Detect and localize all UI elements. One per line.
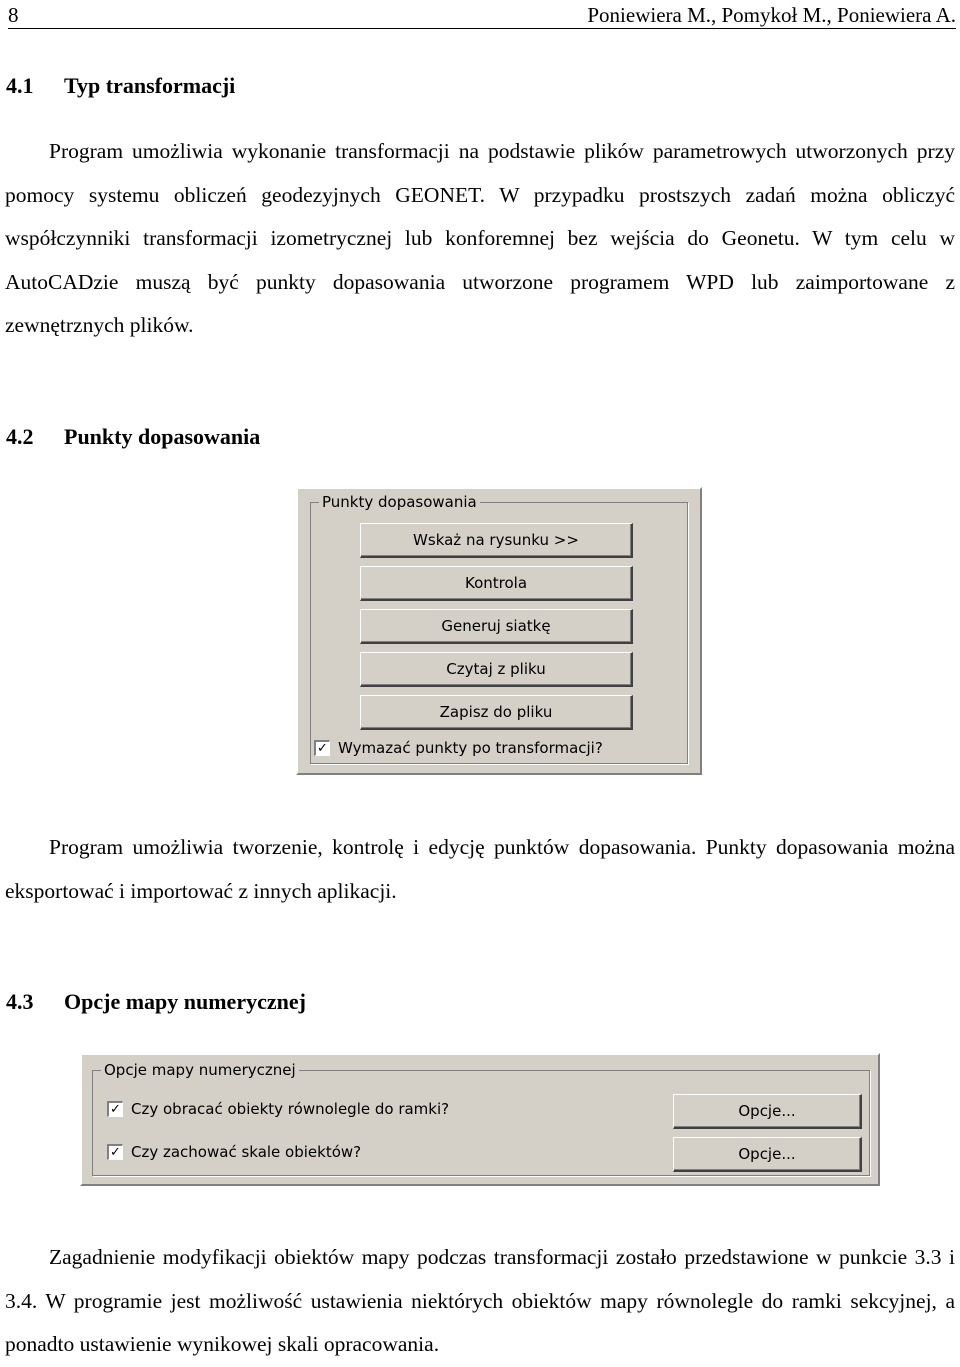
- opcje-obracanie-button[interactable]: Opcje...: [673, 1094, 862, 1129]
- checkbox-check-icon[interactable]: ✓: [314, 740, 330, 756]
- checkbox-label: Czy obracać obiekty równolegle do ramki?: [131, 1100, 450, 1118]
- paragraph-4-2: [5, 826, 955, 913]
- group-title: Opcje mapy numerycznej: [101, 1060, 299, 1080]
- zapisz-do-pliku-button[interactable]: Zapisz do pliku: [360, 695, 633, 730]
- section-title: Typ transformacji: [64, 73, 236, 98]
- section-heading-4-3: [6, 989, 306, 1015]
- opcje-skala-button[interactable]: Opcje...: [673, 1137, 862, 1172]
- wymazac-punkty-checkbox[interactable]: [314, 740, 614, 758]
- section-title: Punkty dopasowania: [64, 424, 261, 449]
- generuj-siatke-button[interactable]: Generuj siatkę: [360, 609, 633, 644]
- page-header: [8, 2, 956, 29]
- section-number: 4.3: [6, 989, 34, 1014]
- czytaj-z-pliku-button[interactable]: Czytaj z pliku: [360, 652, 633, 687]
- paragraph-4-3: [5, 1236, 955, 1367]
- section-title: Opcje mapy numerycznej: [64, 989, 306, 1014]
- paragraph-text: Program umożliwia tworzenie, kontrolę i edycję punktów dopasowania. Punkty dopasowania można eksportować i importować z innych aplikacji.: [5, 835, 955, 903]
- kontrola-button[interactable]: Kontrola: [360, 566, 633, 601]
- section-heading-4-2: [6, 424, 260, 450]
- paragraph-text: Program umożliwia wykonanie transformacji na podstawie plików parametrowych utworzonych przy pomocy systemu obliczeń geodezyjnych GEONET. W przypadku prostszych zadań można obliczyć współczynniki transformacji izometrycznej lub konforemnej bez wejścia do Geonetu. W tym celu w AutoCADzie muszą być punkty dopasowania utworzone programem WPD lub zaimportowane z zewnętrznych plików.: [5, 139, 955, 337]
- page-authors: Poniewiera M., Pomykoł M., Poniewiera A.: [587, 3, 956, 27]
- paragraph-text: Zagadnienie modyfikacji obiektów mapy podczas transformacji zostało przedstawione w punkcie 3.3 i 3.4. W programie jest możliwość ustawienia niektórych obiektów mapy równolegle do ramki sekcyjnej, a ponadto ustawienie wynikowej skali opracowania.: [5, 1245, 955, 1356]
- punkty-dopasowania-dialog: [296, 487, 702, 775]
- section-number: 4.1: [6, 73, 34, 98]
- wskaz-na-rysunku-button[interactable]: Wskaż na rysunku >>: [360, 523, 633, 558]
- obracac-obiekty-checkbox[interactable]: [107, 1101, 567, 1119]
- zachowac-skale-checkbox[interactable]: [107, 1144, 567, 1162]
- group-title: Punkty dopasowania: [319, 492, 480, 512]
- checkbox-check-icon[interactable]: ✓: [107, 1144, 123, 1160]
- checkbox-label: Wymazać punkty po transformacji?: [338, 739, 603, 757]
- paragraph-4-1: [5, 130, 955, 348]
- checkbox-check-icon[interactable]: ✓: [107, 1101, 123, 1117]
- opcje-mapy-dialog: [80, 1053, 880, 1186]
- section-number: 4.2: [6, 424, 34, 449]
- checkbox-label: Czy zachować skale obiektów?: [131, 1143, 362, 1161]
- page-number: 8: [8, 3, 19, 27]
- section-heading-4-1: [6, 73, 235, 99]
